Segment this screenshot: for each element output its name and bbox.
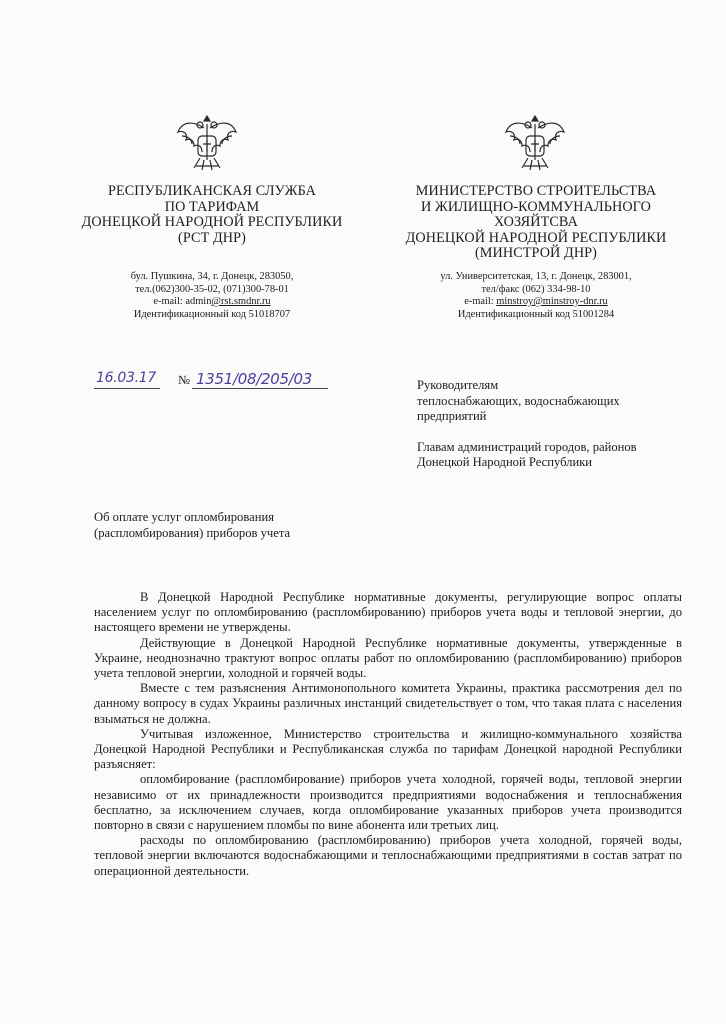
left-org-title-line: ПО ТАРИФАМ: [164, 198, 260, 215]
body-paragraph: опломбирование (распломбирование) приборов учета холодной, горячей воды, тепловой энергии независимо от их принадлежности производится предприятиями водоснабжения и теплоснабжения бесплатно, за исключением случаев, когда опломбирование указанных приборов учета производится повторно в связи с нарушением пломбы по вине абонента или третьих лиц.: [94, 772, 682, 833]
body-paragraph: Учитывая изложенное, Министерство строительства и жилищно-коммунального хозяйства Донецкой Народной Республики и Республиканская служба по тарифам Донецкой народной Республики разъясняет:: [94, 726, 682, 772]
handwritten-date: 16.03.17: [96, 370, 156, 386]
left-org-email-link[interactable]: @rst.smdnr.ru: [211, 296, 271, 307]
letter-body: [94, 590, 682, 879]
number-sign: №: [178, 373, 191, 387]
right-org-title-line: ХОЗЯЙТСВА: [494, 214, 578, 230]
handwritten-number: 1351/08/205/03: [196, 370, 312, 388]
date-underline: [94, 388, 160, 389]
right-org-title-line: И ЖИЛИЩНО-КОММУНАЛЬНОГО: [421, 198, 651, 215]
left-org-title-line: (РСТ ДНР): [178, 229, 246, 246]
right-org-email: [410, 296, 662, 309]
subject-line: Об оплате услуг опломбирования: [94, 510, 274, 524]
addressee-line: теплоснабжающих, водоснабжающих: [417, 393, 620, 408]
right-org-address: ул. Университетская, 13, г. Донецк, 283001,: [440, 271, 632, 282]
left-org-title: [62, 184, 362, 246]
right-org-title-line: ДОНЕЦКОЙ НАРОДНОЙ РЕСПУБЛИКИ: [405, 229, 667, 246]
right-org-title-line: МИНИСТЕРСТВО СТРОИТЕЛЬСТВА: [415, 183, 657, 199]
left-org-phone: тел.(062)300-35-02, (071)300-78-01: [135, 283, 289, 295]
subject-line: (распломбирования) приборов учета: [94, 525, 291, 540]
left-org-id-code: Идентификационный код 51018707: [133, 308, 291, 320]
left-org-title-line: РЕСПУБЛИКАНСКАЯ СЛУЖБА: [107, 183, 316, 199]
left-org-contacts: [92, 271, 332, 321]
body-paragraph: В Донецкой Народной Республике нормативные документы, регулирующие вопрос оплаты населением услуг по опломбированию (распломбированию) приборов учета воды и тепловой энергии, до настоящего времени не утверждены.: [94, 590, 682, 635]
right-org-contacts: [410, 271, 662, 321]
addressee-line: предприятий: [417, 409, 487, 423]
number-underline: [192, 388, 328, 389]
body-paragraph: расходы по опломбированию (распломбированию) приборов учета холодной, горячей воды, тепловой энергии включаются водоснабжающими и теплоснабжающими предприятиями в состав затрат по операционной деятельности.: [94, 833, 682, 878]
left-org-email-label: e-mail: admin: [153, 296, 212, 307]
right-org-title-line: (МИНСТРОЙ ДНР): [474, 245, 597, 261]
right-org-id-code: Идентификационный код 51001284: [457, 308, 615, 320]
addressee-block: [417, 378, 697, 471]
right-org-email-link[interactable]: minstroy@minstroy-dnr.ru: [496, 296, 608, 307]
addressee-line: Донецкой Народной Республики: [417, 455, 593, 469]
left-org-title-line: ДОНЕЦКОЙ НАРОДНОЙ РЕСПУБЛИКИ: [81, 214, 343, 230]
body-paragraph: Действующие в Донецкой Народной Республике нормативные документы, утвержденные в Украине, неоднозначно трактуют вопрос оплаты работ по опломбированию (распломбированию) приборов учета тепловой энергии, холодной и горячей воды.: [94, 635, 682, 681]
right-org-phone: тел/факс (062) 334-98-10: [481, 283, 591, 295]
left-org-address: бул. Пушкина, 34, г. Донецк, 283050,: [130, 271, 294, 282]
coat-of-arms-emblem-right: [502, 110, 568, 176]
letter-subject: [94, 510, 394, 541]
coat-of-arms-emblem-left: [174, 110, 240, 176]
left-org-email: [92, 296, 332, 309]
right-org-email-label: e-mail:: [464, 296, 497, 307]
addressee-line: Руководителям: [417, 378, 499, 392]
registration-line: [92, 370, 352, 394]
right-org-title: [384, 184, 688, 262]
body-paragraph: Вместе с тем разъяснения Антимонопольного комитета Украины, практика рассмотрения дел по данному вопросу в судах Украины различных инстанций свидетельствует о том, что такая плата с населения взыматься не должна.: [94, 681, 682, 726]
addressee-line: Главам администраций городов, районов: [417, 439, 637, 454]
